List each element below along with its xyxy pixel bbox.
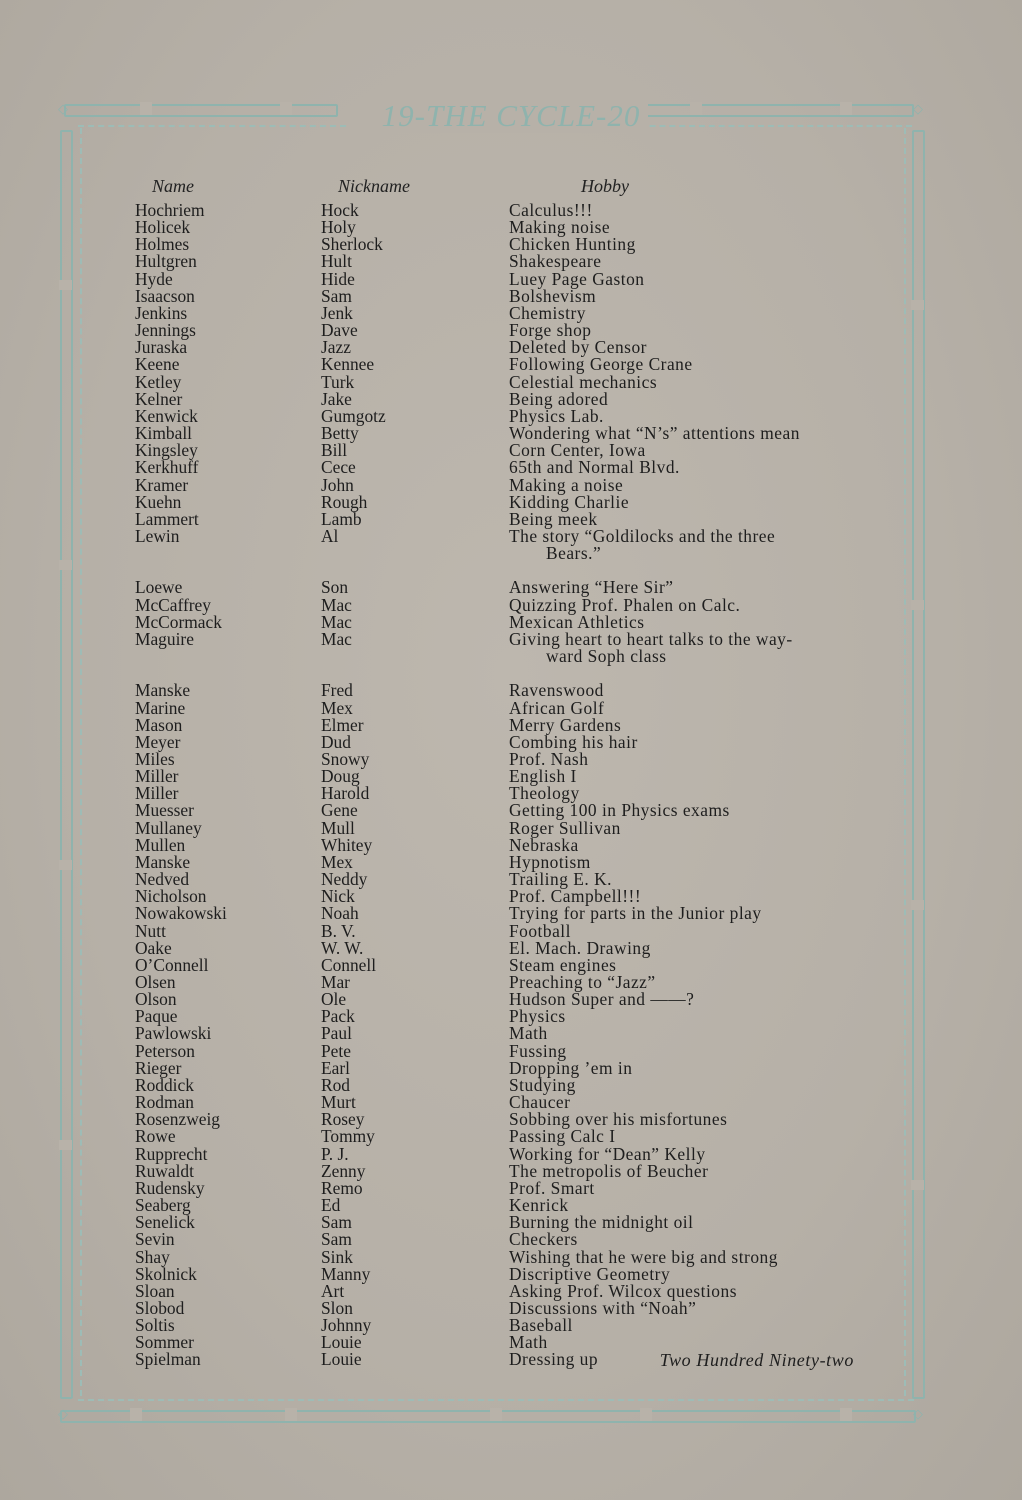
table-row	[135, 937, 875, 958]
table-row	[135, 525, 875, 546]
column-header-nickname: Nickname	[338, 176, 410, 196]
student-hobby: El. Mach. Drawing	[509, 937, 651, 958]
table-row	[135, 339, 875, 356]
student-name: Olson	[135, 989, 177, 1010]
student-nickname: P. J.	[321, 1143, 349, 1164]
student-nickname: Sam	[321, 285, 352, 306]
table-row	[135, 682, 875, 699]
student-hobby: Prof. Smart	[509, 1177, 595, 1198]
student-name: Hyde	[135, 268, 173, 289]
student-name: Marine	[135, 697, 186, 718]
student-name: Mullaney	[135, 817, 202, 838]
table-row	[135, 714, 875, 735]
table-row	[135, 731, 875, 752]
student-hobby: Prof. Nash	[509, 748, 589, 769]
table-row-continuation	[135, 648, 875, 665]
table-row	[135, 817, 875, 838]
student-hobby: Combing his hair	[509, 731, 638, 752]
student-nickname: Turk	[321, 371, 355, 392]
table-row	[135, 851, 875, 872]
student-nickname: Ole	[321, 989, 347, 1010]
student-name: Miles	[135, 748, 175, 769]
student-name: Slobod	[135, 1297, 185, 1318]
table-row	[135, 1246, 875, 1267]
student-hobby: Shakespeare	[509, 251, 602, 272]
student-hobby-continuation: Bears.”	[546, 543, 602, 564]
student-hobby: Football	[509, 920, 571, 941]
student-hobby: Studying	[509, 1074, 576, 1095]
table-row	[135, 425, 875, 442]
student-nickname: Rough	[321, 491, 368, 512]
student-name: Ketley	[135, 371, 182, 392]
table-row-continuation	[135, 545, 875, 562]
table-row	[135, 1040, 875, 1061]
student-nickname: Harold	[321, 783, 370, 804]
table-row	[135, 1143, 875, 1164]
table-row	[135, 1280, 875, 1301]
student-name: Nowakowski	[135, 903, 227, 924]
student-hobby: Asking Prof. Wilcox questions	[509, 1280, 737, 1301]
student-hobby: Math	[509, 1023, 548, 1044]
student-name: Rosenzweig	[135, 1109, 221, 1130]
student-name: Sevin	[135, 1229, 175, 1250]
student-nickname: Tommy	[321, 1126, 375, 1147]
student-nickname: Betty	[321, 423, 359, 444]
student-hobby: Wondering what “N’s” attentions mean	[509, 423, 800, 444]
student-name: Mullen	[135, 834, 186, 855]
student-name: Sloan	[135, 1280, 175, 1301]
student-hobby: Merry Gardens	[509, 714, 622, 735]
student-hobby: Fussing	[509, 1040, 567, 1061]
student-hobby: Chemistry	[509, 302, 586, 323]
student-nickname: Sherlock	[321, 234, 383, 255]
student-hobby: Chicken Hunting	[509, 234, 636, 255]
table-row	[135, 748, 875, 769]
student-nickname: Al	[321, 525, 339, 546]
student-hobby: Dropping ’em in	[509, 1057, 633, 1078]
student-hobby: Kidding Charlie	[509, 491, 630, 512]
student-hobby: Quizzing Prof. Phalen on Calc.	[509, 594, 741, 615]
table-row	[135, 1094, 875, 1111]
roster-table	[135, 202, 875, 1369]
student-name: Oake	[135, 937, 172, 958]
table-row	[135, 1111, 875, 1128]
table-row	[135, 388, 875, 409]
table-row	[135, 302, 875, 323]
corner-ornament-icon: ◇	[913, 102, 923, 117]
student-name: Senelick	[135, 1212, 195, 1233]
student-nickname: Art	[321, 1280, 345, 1301]
student-hobby: Prof. Campbell!!!	[509, 886, 642, 907]
table-row	[135, 905, 875, 922]
student-nickname: Dud	[321, 731, 351, 752]
student-name: Muesser	[135, 800, 194, 821]
student-hobby: Mexican Athletics	[509, 611, 645, 632]
student-name: Juraska	[135, 337, 188, 358]
student-name: Meyer	[135, 731, 181, 752]
student-nickname: Pack	[321, 1006, 355, 1027]
table-row	[135, 474, 875, 495]
student-nickname: Murt	[321, 1092, 356, 1113]
student-nickname: Pete	[321, 1040, 351, 1061]
student-nickname: Sam	[321, 1212, 352, 1233]
student-name: Manske	[135, 680, 191, 701]
table-row	[135, 202, 875, 219]
border-left-rule	[80, 128, 82, 1396]
student-name: Skolnick	[135, 1263, 197, 1284]
student-hobby: Steam engines	[509, 954, 617, 975]
student-hobby: Chaucer	[509, 1092, 571, 1113]
student-hobby: Preaching to “Jazz”	[509, 972, 656, 992]
student-name: Kramer	[135, 474, 189, 495]
table-row	[135, 1197, 875, 1214]
page-number: Two Hundred Ninety-two	[659, 1350, 854, 1370]
table-row	[135, 974, 875, 991]
table-row	[135, 1297, 875, 1318]
student-hobby: Trailing E. K.	[509, 869, 612, 890]
table-row	[135, 888, 875, 905]
row-spacer	[135, 562, 875, 579]
table-row	[135, 802, 875, 819]
student-name: Lewin	[135, 525, 180, 546]
student-name: Olsen	[135, 972, 176, 992]
student-hobby: Physics	[509, 1006, 566, 1027]
student-hobby: Baseball	[509, 1315, 573, 1336]
border-bottom-band	[58, 1407, 916, 1423]
student-nickname: Slon	[321, 1297, 353, 1318]
table-row	[135, 871, 875, 888]
student-nickname: Kennee	[321, 354, 375, 375]
student-nickname: Mar	[321, 972, 350, 992]
table-row	[135, 1177, 875, 1198]
student-nickname: Doug	[321, 766, 360, 787]
student-name: Soltis	[135, 1315, 175, 1336]
student-name: McCormack	[135, 611, 222, 632]
student-name: Loewe	[135, 577, 183, 598]
student-hobby: Ravenswood	[509, 680, 604, 701]
student-hobby-continuation: ward Soph class	[546, 646, 667, 667]
student-name: Kenwick	[135, 405, 198, 426]
student-nickname: Lamb	[321, 508, 362, 529]
student-hobby: Corn Center, Iowa	[509, 440, 646, 461]
student-name: Nedved	[135, 869, 190, 890]
student-nickname: Rosey	[321, 1109, 365, 1130]
row-spacer	[135, 665, 875, 682]
corner-ornament-icon: ◇	[58, 1407, 68, 1422]
column-header-name: Name	[152, 176, 194, 196]
student-name: Rodman	[135, 1092, 194, 1113]
student-name: Miller	[135, 783, 179, 804]
student-hobby: Dressing up	[509, 1349, 599, 1370]
student-nickname: Louie	[321, 1349, 362, 1370]
student-nickname: B. V.	[321, 920, 356, 941]
student-hobby: Wishing that he were big and strong	[509, 1246, 778, 1267]
student-name: Sommer	[135, 1332, 194, 1353]
student-nickname: Sink	[321, 1246, 353, 1267]
student-name: Keene	[135, 354, 180, 375]
student-name: Holmes	[135, 234, 190, 255]
student-nickname: Mex	[321, 697, 353, 718]
student-hobby: Nebraska	[509, 834, 579, 855]
student-name: Kingsley	[135, 440, 198, 461]
table-row	[135, 459, 875, 476]
student-name: O’Connell	[135, 954, 209, 975]
student-name: Kerkhuff	[135, 457, 199, 478]
student-nickname: Jazz	[321, 337, 351, 358]
student-nickname: Paul	[321, 1023, 352, 1044]
student-nickname: Connell	[321, 954, 377, 975]
student-name: Rowe	[135, 1126, 176, 1147]
student-nickname: Remo	[321, 1177, 363, 1198]
student-hobby: African Golf	[509, 697, 605, 718]
table-row	[135, 253, 875, 270]
student-nickname: Gumgotz	[321, 405, 386, 426]
student-hobby: 65th and Normal Blvd.	[509, 457, 680, 478]
student-name: Rudensky	[135, 1177, 205, 1198]
student-nickname: Bill	[321, 440, 348, 461]
table-row	[135, 1128, 875, 1145]
border-bottom-rule	[78, 1399, 914, 1401]
student-nickname: Mac	[321, 628, 352, 649]
student-hobby: Giving heart to heart talks to the way-	[509, 628, 793, 649]
student-nickname: Zenny	[321, 1160, 366, 1181]
table-row	[135, 1057, 875, 1078]
student-nickname: Rod	[321, 1074, 350, 1095]
student-name: Lammert	[135, 508, 199, 529]
student-nickname: Ed	[321, 1195, 341, 1216]
student-name: Rieger	[135, 1057, 182, 1078]
student-hobby: Making a noise	[509, 474, 624, 495]
student-nickname: Whitey	[321, 834, 373, 855]
table-row	[135, 1074, 875, 1095]
table-row	[135, 991, 875, 1008]
student-nickname: Holy	[321, 217, 356, 238]
student-nickname: Sam	[321, 1229, 352, 1250]
student-name: Shay	[135, 1246, 170, 1267]
student-name: Kimball	[135, 423, 192, 444]
corner-ornament-icon: ◇	[58, 102, 68, 117]
student-name: Mason	[135, 714, 183, 735]
table-row	[135, 356, 875, 373]
student-nickname: Hide	[321, 268, 355, 289]
student-hobby: The story “Goldilocks and the three	[509, 525, 776, 546]
table-row	[135, 834, 875, 855]
student-name: Seaberg	[135, 1195, 191, 1216]
student-nickname: Mac	[321, 594, 352, 615]
student-hobby: Luey Page Gaston	[509, 268, 645, 289]
border-left-band	[60, 130, 73, 1399]
table-row	[135, 219, 875, 236]
table-row	[135, 1008, 875, 1025]
table-row	[135, 594, 875, 615]
student-name: Jennings	[135, 320, 196, 341]
student-hobby: Theology	[509, 783, 580, 804]
student-name: McCaffrey	[135, 594, 211, 615]
student-hobby: Math	[509, 1332, 548, 1353]
student-nickname: John	[321, 474, 354, 495]
student-name: Pawlowski	[135, 1023, 212, 1044]
corner-ornament-icon: ◇	[913, 1407, 923, 1422]
student-name: Holicek	[135, 217, 191, 238]
student-nickname: Jake	[321, 388, 352, 409]
student-nickname: Jenk	[321, 302, 353, 323]
table-row	[135, 236, 875, 253]
student-nickname: Elmer	[321, 714, 364, 735]
student-hobby: Checkers	[509, 1229, 578, 1250]
student-hobby: Sobbing over his misfortunes	[509, 1109, 728, 1130]
student-hobby: The metropolis of Beucher	[509, 1160, 709, 1181]
student-name: Isaacson	[135, 285, 195, 306]
student-name: Hochriem	[135, 200, 205, 220]
student-nickname: Johnny	[321, 1315, 372, 1336]
student-name: Maguire	[135, 628, 194, 649]
student-nickname: Mex	[321, 851, 353, 872]
student-name: Kuehn	[135, 491, 182, 512]
student-hobby: Burning the midnight oil	[509, 1212, 694, 1233]
table-row	[135, 1231, 875, 1248]
student-nickname: W. W.	[321, 937, 364, 958]
table-row	[135, 371, 875, 392]
student-name: Paque	[135, 1006, 178, 1027]
student-nickname: Noah	[321, 903, 359, 924]
student-name: Nutt	[135, 920, 166, 941]
student-hobby: Physics Lab.	[509, 405, 604, 426]
table-row	[135, 322, 875, 339]
table-row	[135, 1334, 875, 1351]
student-name: Peterson	[135, 1040, 195, 1061]
table-row	[135, 1025, 875, 1042]
student-hobby: Bolshevism	[509, 285, 597, 306]
table-row	[135, 1263, 875, 1284]
student-name: Jenkins	[135, 302, 188, 323]
student-hobby: Working for “Dean” Kelly	[509, 1143, 706, 1164]
student-hobby: Trying for parts in the Junior play	[509, 903, 762, 924]
student-nickname: Gene	[321, 800, 358, 821]
student-nickname: Snowy	[321, 748, 370, 769]
student-name: Roddick	[135, 1074, 194, 1095]
border-right-band	[912, 130, 925, 1399]
table-row	[135, 1317, 875, 1334]
student-nickname: Mac	[321, 611, 352, 632]
table-row	[135, 442, 875, 459]
student-hobby: Celestial mechanics	[509, 371, 658, 392]
student-hobby: Deleted by Censor	[509, 337, 647, 358]
student-nickname: Earl	[321, 1057, 350, 1078]
student-hobby: Discussions with “Noah”	[509, 1297, 697, 1318]
table-row	[135, 768, 875, 785]
student-nickname: Nick	[321, 886, 355, 907]
table-row	[135, 785, 875, 802]
student-nickname: Manny	[321, 1263, 371, 1284]
student-nickname: Louie	[321, 1332, 362, 1353]
student-hobby: English I	[509, 766, 577, 787]
student-name: Miller	[135, 766, 179, 787]
running-title: 19-THE CYCLE-20	[0, 98, 1022, 134]
student-name: Rupprecht	[135, 1143, 208, 1164]
table-row	[135, 697, 875, 718]
student-name: Ruwaldt	[135, 1160, 194, 1181]
student-nickname: Dave	[321, 320, 358, 341]
student-hobby: Being adored	[509, 388, 609, 409]
table-row	[135, 491, 875, 512]
table-row	[135, 954, 875, 975]
table-row	[135, 628, 875, 649]
student-nickname: Fred	[321, 680, 353, 701]
student-hobby: Passing Calc I	[509, 1126, 616, 1147]
table-row	[135, 1214, 875, 1231]
table-row	[135, 579, 875, 596]
student-name: Nicholson	[135, 886, 207, 907]
student-hobby: Hudson Super and ——?	[509, 989, 695, 1010]
table-row	[135, 920, 875, 941]
student-nickname: Hult	[321, 251, 352, 272]
student-nickname: Hock	[321, 200, 359, 220]
student-hobby: Following George Crane	[509, 354, 693, 375]
table-row	[135, 1160, 875, 1181]
student-name: Kelner	[135, 388, 183, 409]
student-hobby: Hypnotism	[509, 851, 591, 872]
student-hobby: Answering “Here Sir”	[509, 577, 674, 598]
student-name: Spielman	[135, 1349, 201, 1370]
student-hobby: Forge shop	[509, 320, 592, 341]
student-nickname: Son	[321, 577, 349, 598]
student-hobby: Roger Sullivan	[509, 817, 621, 838]
student-hobby: Kenrick	[509, 1195, 569, 1216]
border-right-rule	[904, 128, 906, 1396]
student-nickname: Neddy	[321, 869, 368, 890]
student-hobby: Being meek	[509, 508, 598, 529]
student-nickname: Cece	[321, 457, 356, 478]
table-row	[135, 285, 875, 306]
student-name: Hultgren	[135, 251, 197, 272]
student-nickname: Mull	[321, 817, 355, 838]
column-header-hobby: Hobby	[581, 176, 629, 196]
student-hobby: Getting 100 in Physics exams	[509, 800, 730, 821]
table-row	[135, 268, 875, 289]
student-hobby: Making noise	[509, 217, 611, 238]
student-hobby: Calculus!!!	[509, 200, 593, 220]
student-name: Manske	[135, 851, 191, 872]
student-hobby: Discriptive Geometry	[509, 1263, 671, 1284]
